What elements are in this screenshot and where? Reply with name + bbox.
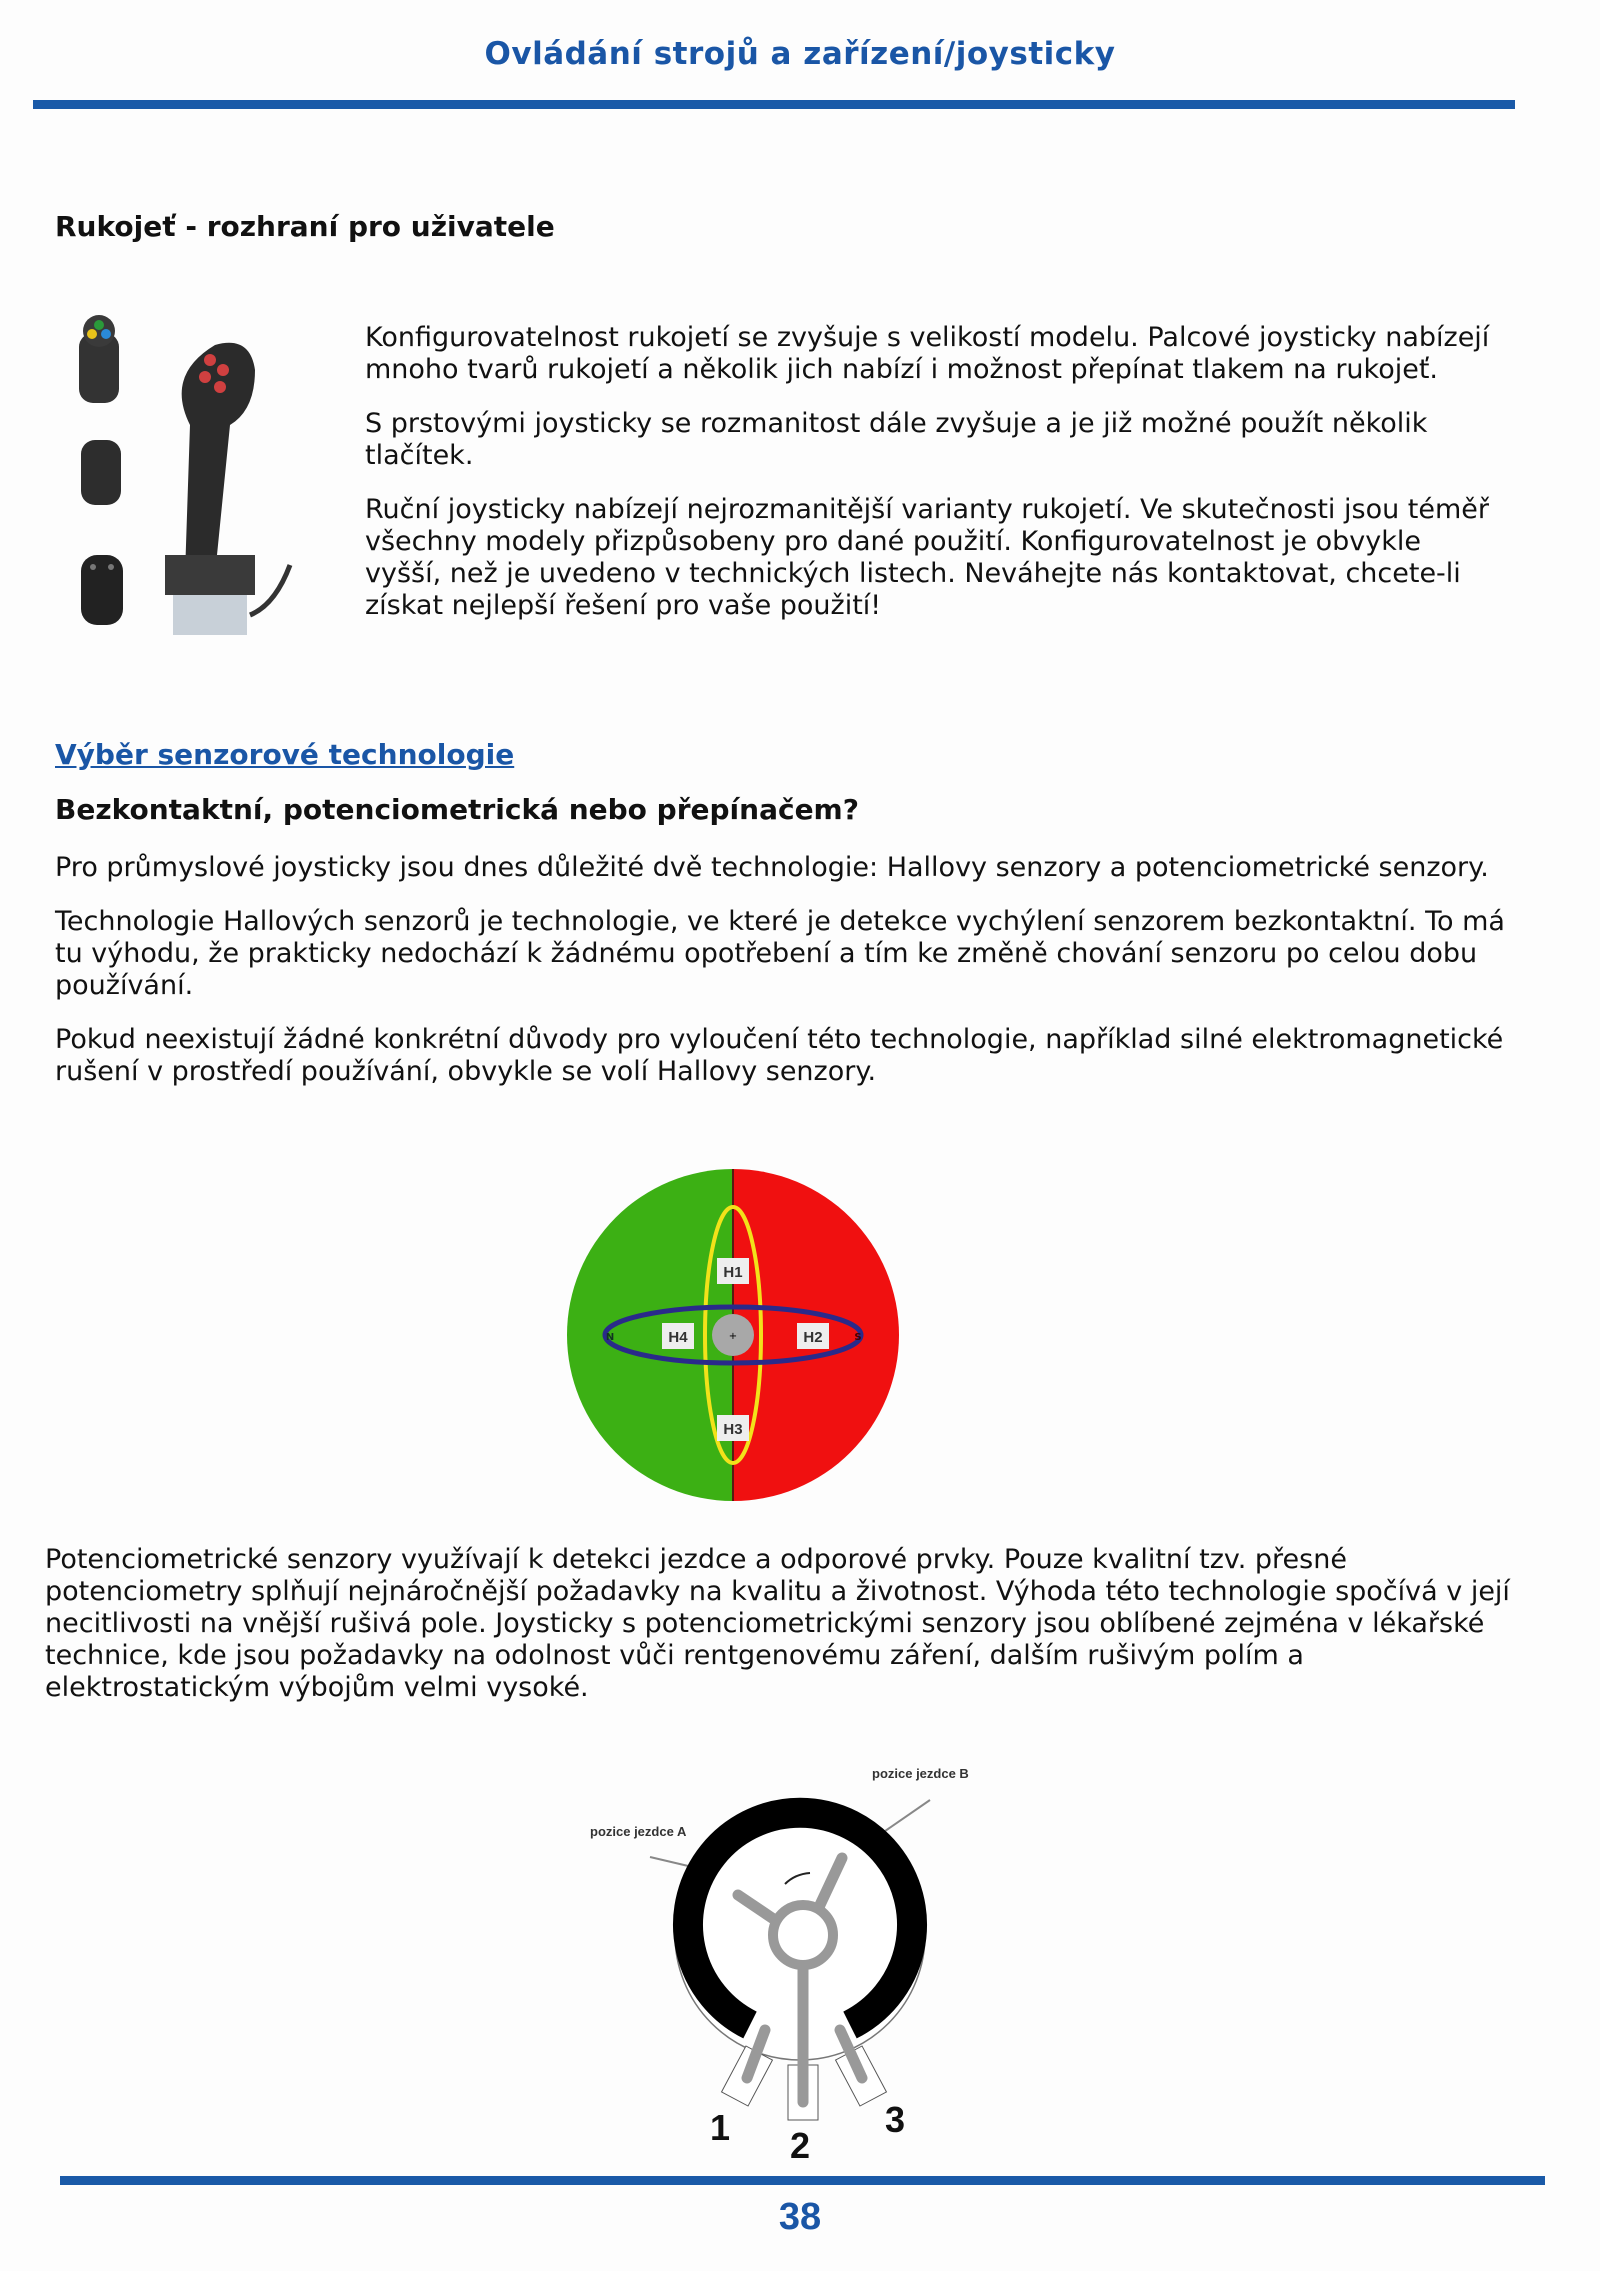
paragraph: Ruční joysticky nabízejí nejrozmanitější varianty rukojetí. Ve skutečnosti jsou téměř všechny modely přizpůsobeny pro dané použití. Konfigurovatelnost je obvykle vyšší, než je uvedeno v technických listech. Neváhejte nás kontaktovat, chcete-li získat nejlepší řešení pro vaše použití!	[365, 494, 1489, 621]
joystick-handles-image	[65, 315, 355, 655]
pin-1-label: 1	[710, 2107, 731, 2148]
thumb-handle-icon	[79, 315, 119, 403]
wiper-a-label: pozice jezdce A	[590, 1824, 687, 1839]
paragraph: Konfigurovatelnost rukojetí se zvyšuje s velikostí modelu. Palcové joysticky nabízejí mnoho tvarů rukojetí a několik jich nabízí i možnost přepínat tlakem na rukojeť.	[365, 322, 1490, 385]
h3-label: H3	[723, 1421, 743, 1438]
paragraph: S prstovými joysticky se rozmanitost dále zvyšuje a je již možné použít několik tlačítek.	[365, 408, 1428, 471]
round-handle-icon	[81, 555, 123, 625]
sensor-text	[55, 852, 1515, 1088]
hall-sensor-diagram	[560, 1160, 910, 1510]
paragraph: Technologie Hallových senzorů je technologie, ve které je detekce vychýlení senzorem bezkontaktní. To má tu výhodu, že prakticky nedochází k žádnému opotřebení a tím ke změně chování senzoru po celou dobu používání.	[55, 906, 1505, 1001]
potentiometer-diagram	[560, 1760, 1000, 2160]
page-number: 38	[778, 2196, 822, 2238]
north-label: N	[605, 1332, 615, 1343]
handles-text	[365, 322, 1495, 622]
potentiometer-paragraph: Potenciometrické senzory využívají k detekci jezdce a odporové prvky. Pouze kvalitní tzv. přesné potenciometry splňují nejnáročnější požadavky na kvalitu a životnost. Výhoda této technologie spočívá v její necitlivosti na vnější rušivá pole. Joysticky s potenciometrickými senzory jsou oblíbené zejména v lékařské technice, kde jsou požadavky na odolnost vůči rentgenovému záření, dalším rušivým polím a elektrostatickým výbojům velmi vysoké.	[45, 1544, 1510, 1703]
sensor-technology-link[interactable]: Výběr senzorové technologie	[55, 738, 515, 771]
section-subheading: Bezkontaktní, potenciometrická nebo přepínačem?	[55, 793, 859, 826]
section-heading: Rukojeť - rozhraní pro uživatele	[55, 210, 555, 243]
h1-label: H1	[723, 1264, 743, 1281]
page-header-title: Ovládání strojů a zařízení/joysticky	[484, 36, 1116, 72]
hand-joystick-icon	[165, 343, 290, 635]
footer-rule	[60, 2176, 1545, 2185]
h4-label: H4	[668, 1329, 688, 1346]
pin-3-label: 3	[885, 2099, 906, 2140]
paragraph: Pokud neexistují žádné konkrétní důvody pro vyloučení této technologie, například silné elektromagnetické rušení v prostředí používání, obvykle se volí Hallovy senzory.	[55, 1024, 1504, 1087]
pin-2-label: 2	[790, 2125, 811, 2160]
center-label: +	[728, 1331, 738, 1342]
header-rule	[33, 100, 1515, 109]
south-label: S	[854, 1332, 862, 1343]
h2-label: H2	[803, 1329, 823, 1346]
finger-handle-icon	[81, 440, 121, 505]
wiper-b-label: pozice jezdce B	[872, 1766, 969, 1781]
paragraph: Pro průmyslové joysticky jsou dnes důležité dvě technologie: Hallovy senzory a potenciometrické senzory.	[55, 852, 1489, 883]
